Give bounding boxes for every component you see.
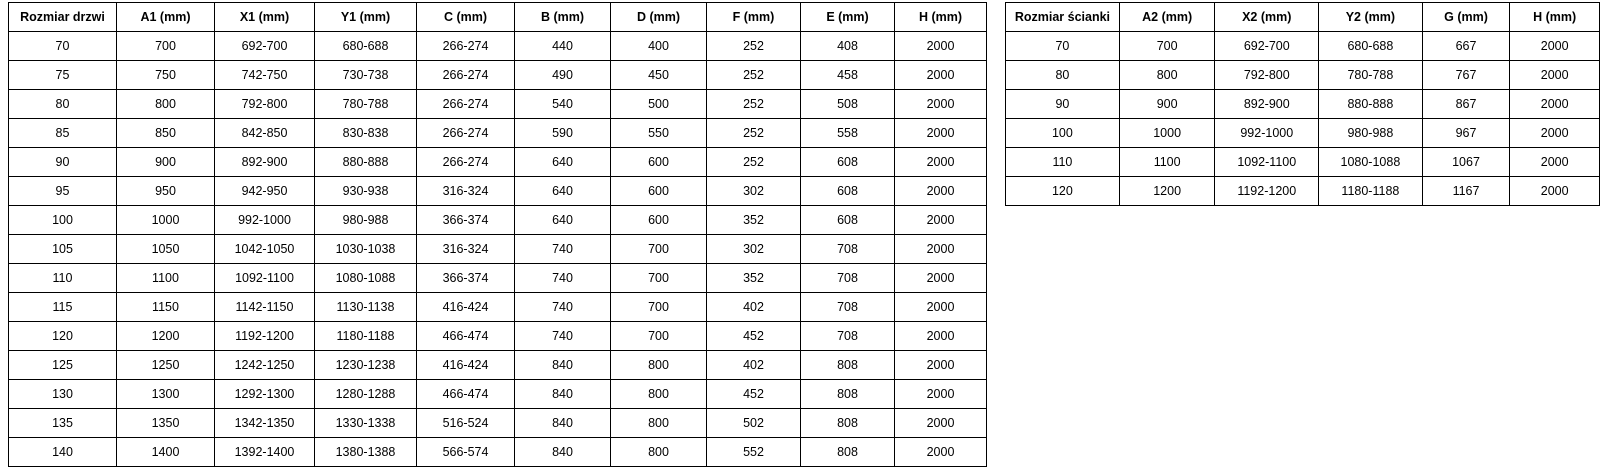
- table-cell: 1180-1188: [315, 322, 417, 351]
- table-cell: 2000: [895, 119, 987, 148]
- column-header: X1 (mm): [215, 3, 315, 32]
- table-cell: 1200: [1119, 177, 1215, 206]
- table-cell: 95: [9, 177, 117, 206]
- table-cell: 1180-1188: [1319, 177, 1423, 206]
- table-cell: 1350: [117, 409, 215, 438]
- table-cell: 252: [707, 119, 801, 148]
- table-row: [1006, 119, 1600, 148]
- table-cell: 2000: [1510, 148, 1600, 177]
- table-cell: 1200: [117, 322, 215, 351]
- table-row: [9, 322, 987, 351]
- table-cell: 740: [515, 264, 611, 293]
- table-cell: 416-424: [417, 293, 515, 322]
- table-cell: 110: [1006, 148, 1120, 177]
- table-cell: 1392-1400: [215, 438, 315, 467]
- table-cell: 75: [9, 61, 117, 90]
- table-cell: 608: [801, 206, 895, 235]
- table-cell: 850: [117, 119, 215, 148]
- table-cell: 767: [1422, 61, 1510, 90]
- table-row: [9, 380, 987, 409]
- table-cell: 400: [611, 32, 707, 61]
- table-row: [9, 293, 987, 322]
- table-cell: 1050: [117, 235, 215, 264]
- table-cell: 2000: [1510, 90, 1600, 119]
- table-cell: 352: [707, 206, 801, 235]
- table-cell: 70: [9, 32, 117, 61]
- table-cell: 1342-1350: [215, 409, 315, 438]
- table-cell: 700: [117, 32, 215, 61]
- table-cell: 2000: [895, 293, 987, 322]
- table-cell: 700: [611, 235, 707, 264]
- table-cell: 90: [1006, 90, 1120, 119]
- table-cell: 252: [707, 148, 801, 177]
- column-header: A2 (mm): [1119, 3, 1215, 32]
- table-cell: 1242-1250: [215, 351, 315, 380]
- table-cell: 2000: [895, 177, 987, 206]
- table-cell: 1230-1238: [315, 351, 417, 380]
- table-cell: 302: [707, 235, 801, 264]
- table-cell: 880-888: [315, 148, 417, 177]
- table-cell: 980-988: [315, 206, 417, 235]
- column-header: Rozmiar ścianki: [1006, 3, 1120, 32]
- table-cell: 266-274: [417, 119, 515, 148]
- table-cell: 608: [801, 148, 895, 177]
- table-cell: 2000: [895, 148, 987, 177]
- table-cell: 2000: [1510, 119, 1600, 148]
- table-cell: 2000: [895, 409, 987, 438]
- table-cell: 608: [801, 177, 895, 206]
- table-cell: 892-900: [215, 148, 315, 177]
- table-cell: 800: [611, 351, 707, 380]
- table-cell: 85: [9, 119, 117, 148]
- column-header: Y1 (mm): [315, 3, 417, 32]
- table-cell: 700: [611, 293, 707, 322]
- column-header: B (mm): [515, 3, 611, 32]
- table-cell: 452: [707, 380, 801, 409]
- table-cell: 2000: [895, 264, 987, 293]
- table-cell: 800: [611, 438, 707, 467]
- table-cell: 266-274: [417, 90, 515, 119]
- table-cell: 840: [515, 438, 611, 467]
- walls-table-head: [1006, 3, 1600, 32]
- table-cell: 900: [1119, 90, 1215, 119]
- table-row: [1006, 61, 1600, 90]
- table-cell: 466-474: [417, 380, 515, 409]
- doors-dimension-table-container: [8, 2, 987, 467]
- table-cell: 800: [117, 90, 215, 119]
- table-row: [1006, 90, 1600, 119]
- table-cell: 792-800: [1215, 61, 1319, 90]
- table-cell: 708: [801, 235, 895, 264]
- table-cell: 992-1000: [215, 206, 315, 235]
- table-cell: 366-374: [417, 264, 515, 293]
- table-cell: 490: [515, 61, 611, 90]
- table-cell: 516-524: [417, 409, 515, 438]
- table-cell: 700: [611, 264, 707, 293]
- table-cell: 1292-1300: [215, 380, 315, 409]
- table-cell: 700: [611, 322, 707, 351]
- column-header: G (mm): [1422, 3, 1510, 32]
- table-cell: 402: [707, 293, 801, 322]
- table-cell: 1100: [117, 264, 215, 293]
- table-cell: 135: [9, 409, 117, 438]
- table-cell: 930-938: [315, 177, 417, 206]
- table-row: [1006, 148, 1600, 177]
- table-cell: 800: [611, 409, 707, 438]
- table-cell: 540: [515, 90, 611, 119]
- table-cell: 1192-1200: [1215, 177, 1319, 206]
- table-cell: 808: [801, 438, 895, 467]
- table-cell: 1280-1288: [315, 380, 417, 409]
- column-header: A1 (mm): [117, 3, 215, 32]
- table-cell: 1250: [117, 351, 215, 380]
- column-header: F (mm): [707, 3, 801, 32]
- table-cell: 842-850: [215, 119, 315, 148]
- table-row: [9, 235, 987, 264]
- table-cell: 1130-1138: [315, 293, 417, 322]
- table-cell: 708: [801, 264, 895, 293]
- table-cell: 600: [611, 148, 707, 177]
- table-cell: 967: [1422, 119, 1510, 148]
- table-cell: 700: [1119, 32, 1215, 61]
- column-header: D (mm): [611, 3, 707, 32]
- table-cell: 2000: [1510, 32, 1600, 61]
- table-cell: 980-988: [1319, 119, 1423, 148]
- column-header: X2 (mm): [1215, 3, 1319, 32]
- table-cell: 780-788: [1319, 61, 1423, 90]
- walls-dimension-table-container: [1005, 2, 1600, 206]
- table-cell: 2000: [1510, 177, 1600, 206]
- doors-dimension-table: [8, 2, 987, 467]
- table-row: [9, 90, 987, 119]
- table-cell: 742-750: [215, 61, 315, 90]
- table-cell: 1192-1200: [215, 322, 315, 351]
- table-cell: 680-688: [315, 32, 417, 61]
- table-cell: 840: [515, 409, 611, 438]
- table-cell: 640: [515, 177, 611, 206]
- table-cell: 1100: [1119, 148, 1215, 177]
- table-cell: 900: [117, 148, 215, 177]
- table-cell: 740: [515, 235, 611, 264]
- table-cell: 2000: [1510, 61, 1600, 90]
- table-cell: 302: [707, 177, 801, 206]
- table-cell: 1150: [117, 293, 215, 322]
- table-cell: 366-374: [417, 206, 515, 235]
- table-cell: 416-424: [417, 351, 515, 380]
- table-cell: 402: [707, 351, 801, 380]
- table-cell: 266-274: [417, 148, 515, 177]
- table-cell: 2000: [895, 32, 987, 61]
- table-cell: 440: [515, 32, 611, 61]
- table-row: [9, 177, 987, 206]
- table-cell: 2000: [895, 206, 987, 235]
- table-cell: 558: [801, 119, 895, 148]
- table-cell: 800: [1119, 61, 1215, 90]
- table-cell: 750: [117, 61, 215, 90]
- table-cell: 140: [9, 438, 117, 467]
- table-header-row: [9, 3, 987, 32]
- table-cell: 1000: [117, 206, 215, 235]
- table-cell: 1300: [117, 380, 215, 409]
- table-cell: 2000: [895, 61, 987, 90]
- table-cell: 450: [611, 61, 707, 90]
- table-cell: 830-838: [315, 119, 417, 148]
- table-cell: 252: [707, 61, 801, 90]
- table-cell: 892-900: [1215, 90, 1319, 119]
- table-row: [9, 119, 987, 148]
- table-cell: 692-700: [215, 32, 315, 61]
- table-cell: 640: [515, 206, 611, 235]
- table-cell: 808: [801, 409, 895, 438]
- walls-table-body: [1006, 32, 1600, 206]
- table-row: [9, 206, 987, 235]
- column-header: C (mm): [417, 3, 515, 32]
- table-cell: 120: [1006, 177, 1120, 206]
- column-header: H (mm): [1510, 3, 1600, 32]
- table-cell: 550: [611, 119, 707, 148]
- table-cell: 880-888: [1319, 90, 1423, 119]
- table-cell: 590: [515, 119, 611, 148]
- table-row: [9, 61, 987, 90]
- table-cell: 840: [515, 351, 611, 380]
- table-cell: 730-738: [315, 61, 417, 90]
- table-cell: 1330-1338: [315, 409, 417, 438]
- column-header: Rozmiar drzwi: [9, 3, 117, 32]
- table-row: [9, 148, 987, 177]
- table-cell: 508: [801, 90, 895, 119]
- table-cell: 316-324: [417, 235, 515, 264]
- table-cell: 316-324: [417, 177, 515, 206]
- table-cell: 266-274: [417, 61, 515, 90]
- table-cell: 867: [1422, 90, 1510, 119]
- table-cell: 1080-1088: [1319, 148, 1423, 177]
- table-cell: 667: [1422, 32, 1510, 61]
- table-cell: 252: [707, 32, 801, 61]
- table-cell: 942-950: [215, 177, 315, 206]
- table-cell: 100: [1006, 119, 1120, 148]
- table-cell: 70: [1006, 32, 1120, 61]
- table-cell: 2000: [895, 322, 987, 351]
- table-cell: 692-700: [1215, 32, 1319, 61]
- table-cell: 808: [801, 380, 895, 409]
- table-cell: 950: [117, 177, 215, 206]
- table-cell: 600: [611, 206, 707, 235]
- doors-table-body: [9, 32, 987, 467]
- table-cell: 2000: [895, 90, 987, 119]
- table-cell: 740: [515, 293, 611, 322]
- table-cell: 105: [9, 235, 117, 264]
- table-cell: 1400: [117, 438, 215, 467]
- table-cell: 640: [515, 148, 611, 177]
- table-cell: 125: [9, 351, 117, 380]
- table-cell: 2000: [895, 380, 987, 409]
- table-row: [1006, 32, 1600, 61]
- column-header: E (mm): [801, 3, 895, 32]
- table-cell: 1380-1388: [315, 438, 417, 467]
- table-cell: 1142-1150: [215, 293, 315, 322]
- table-cell: 266-274: [417, 32, 515, 61]
- table-cell: 408: [801, 32, 895, 61]
- table-cell: 992-1000: [1215, 119, 1319, 148]
- table-cell: 120: [9, 322, 117, 351]
- table-cell: 1000: [1119, 119, 1215, 148]
- table-cell: 466-474: [417, 322, 515, 351]
- table-cell: 566-574: [417, 438, 515, 467]
- table-cell: 80: [9, 90, 117, 119]
- table-row: [9, 409, 987, 438]
- table-cell: 792-800: [215, 90, 315, 119]
- table-cell: 680-688: [1319, 32, 1423, 61]
- column-header: Y2 (mm): [1319, 3, 1423, 32]
- table-cell: 552: [707, 438, 801, 467]
- table-header-row: [1006, 3, 1600, 32]
- table-cell: 2000: [895, 235, 987, 264]
- table-cell: 2000: [895, 438, 987, 467]
- table-cell: 740: [515, 322, 611, 351]
- table-cell: 1067: [1422, 148, 1510, 177]
- table-cell: 2000: [895, 351, 987, 380]
- table-cell: 458: [801, 61, 895, 90]
- table-cell: 1080-1088: [315, 264, 417, 293]
- column-header: H (mm): [895, 3, 987, 32]
- table-row: [9, 351, 987, 380]
- doors-table-head: [9, 3, 987, 32]
- table-cell: 1042-1050: [215, 235, 315, 264]
- table-row: [9, 264, 987, 293]
- table-cell: 840: [515, 380, 611, 409]
- table-cell: 1092-1100: [215, 264, 315, 293]
- table-cell: 1030-1038: [315, 235, 417, 264]
- table-cell: 100: [9, 206, 117, 235]
- table-row: [9, 32, 987, 61]
- table-cell: 502: [707, 409, 801, 438]
- table-cell: 808: [801, 351, 895, 380]
- table-cell: 352: [707, 264, 801, 293]
- table-cell: 1167: [1422, 177, 1510, 206]
- table-cell: 800: [611, 380, 707, 409]
- table-cell: 500: [611, 90, 707, 119]
- table-cell: 452: [707, 322, 801, 351]
- table-cell: 80: [1006, 61, 1120, 90]
- walls-dimension-table: [1005, 2, 1600, 206]
- table-cell: 130: [9, 380, 117, 409]
- table-row: [1006, 177, 1600, 206]
- table-cell: 708: [801, 322, 895, 351]
- table-cell: 708: [801, 293, 895, 322]
- table-cell: 1092-1100: [1215, 148, 1319, 177]
- table-cell: 115: [9, 293, 117, 322]
- table-cell: 780-788: [315, 90, 417, 119]
- table-cell: 110: [9, 264, 117, 293]
- table-cell: 252: [707, 90, 801, 119]
- table-row: [9, 438, 987, 467]
- table-cell: 90: [9, 148, 117, 177]
- table-cell: 600: [611, 177, 707, 206]
